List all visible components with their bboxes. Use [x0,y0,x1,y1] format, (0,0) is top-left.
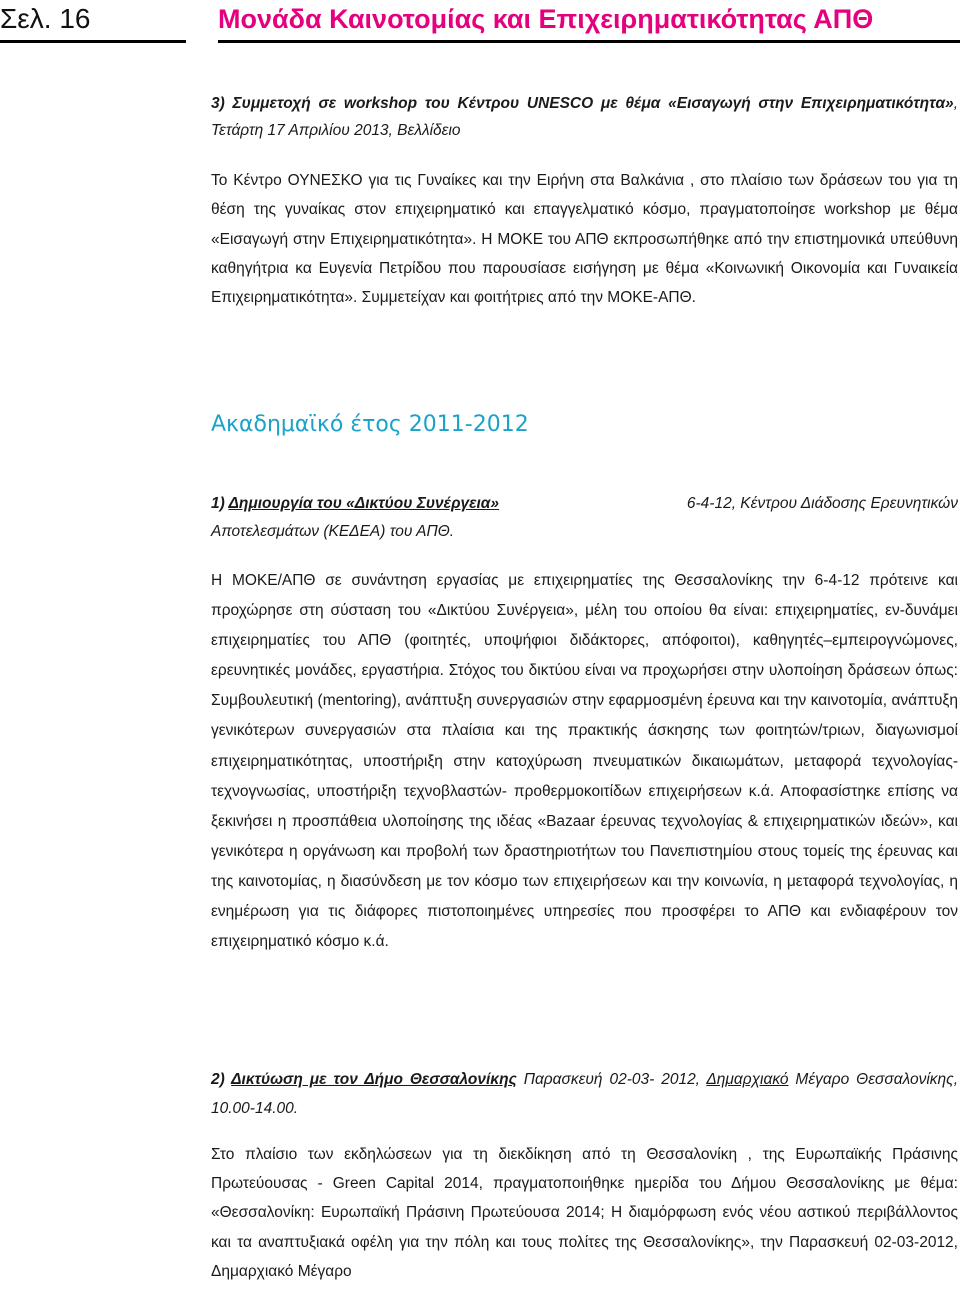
section2-place-underlined: Δημαρχιακό [706,1071,789,1088]
section2-date: Παρασκευή 02-03- 2012, [516,1071,707,1088]
section1-body: Η ΜΟΚΕ/ΑΠΘ σε συνάντηση εργασίας με επιχειρηματίες της Θεσσαλονίκης την 6-4-12 πρότεινε και προχώρησε στη σύσταση του «Δικτύου Συνέργεια», μέλη του οποίου θα είναι: επιχειρηματίες, εν-δυνάμει επιχειρηματίες του ΑΠΘ (φοιτητές, υποψήφιοι διδάκτορες, απόφοιτοι), καθηγητές–εμπειρογνώμονες, ερευνητικές μονάδες, εργαστήρια. Στόχος του δικτύου είναι να προχωρήσει στην υλοποίηση δράσεων όπως: Συμβουλευτική (mentoring), ανάπτυξη συνεργασιών στην εφαρμοσμένη έρευνα και την καινοτομία, ανάπτυξη γενικότερων συνεργασιών στα πλαίσια και της πρακτικής άσκησης των φοιτητών/τριων, διαγωνισμοί επιχειρηματικότητας, υποστήριξη στην κατοχύρωση πνευματικών δικαιωμάτων, μεταφορά τεχνολογίας-τεχνογνωσίας, υποστήριξη τεχνοβλαστών- προθερμοκοιτίδων επιχειρήσεων κ.ά. Αποφασίστηκε επίσης να ξεκινήσει η προσπάθεια υλοποίησης της ιδέας «Bazaar έρευνας τεχνολογίας & επιχειρηματικών ιδεών», και γενικότερα η οργάνωση και προβολή των δραστηριοτήτων του Πανεπιστημίου στους τομείς της έρευνας και της καινοτομίας, η διασύνδεση με τον κόσμο των επιχειρήσεων και την κοινωνία, η μεταφορά τεχνολογίας, η ενημέρωση για τις διάφορες πιστοποιημένες υπηρεσίες που προσφέρει το ΑΠΘ και ενδιαφέρουν τον επιχειρηματικό κόσμο κ.ά. [211,572,958,951]
section2-title: Δικτύωση με τον Δήμο Θεσσαλονίκης [231,1071,517,1088]
section3-body: Το Κέντρο ΟΥΝΕΣΚΟ για τις Γυναίκες και την Ειρήνη στα Βαλκάνια , στο πλαίσιο των δράσεων του για τη θέση της γυναίκας στον επιχειρηματικό και επαγγελματικό κόσμο, πραγματοποίησε workshop με θέμα «Εισαγωγή στην Επιχειρηματικότητα». Η ΜΟΚΕ του ΑΠΘ εκπροσωπήθηκε από την επιστημονικά υπεύθυνη καθηγήτρια κα Ευγενία Πετρίδου που παρουσίασε εισήγηση με θέμα «Κοινωνική Οικονομία και Γυναικεία Επιχειρηματικότητα». Συμμετείχαν και φοιτήτριες από την ΜΟΚΕ-ΑΠΘ. [211,172,958,307]
section3-heading [211,90,958,144]
section2-number: 2) [211,1071,232,1088]
section1-date-place: 6-4-12, Κέντρου Διάδοσης Ερευνητικών [686,495,958,512]
header-rule-left [0,40,186,43]
section1-place-cont: Αποτελεσμάτων (ΚΕΔΕΑ) του ΑΠΘ. [211,523,455,540]
page-header [0,0,960,44]
section1-heading [211,490,958,546]
section2-heading [211,1066,958,1123]
page-number: Σελ. 16 [0,3,91,34]
header-title: Μονάδα Καινοτομίας και Επιχειρηματικότητας ΑΠΘ [218,4,874,34]
section2-place: Μέγαρο Θεσσαλονίκης, 10.00-14.00. [211,1071,958,1117]
section2-body: Στο πλαίσιο των εκδηλώσεων για τη διεκδίκηση από τη Θεσσαλονίκη , της Ευρωπαϊκής Πράσινης Πρωτεύουσας - Green Capital 2014, πραγματοποιήθηκε ημερίδα του Δήμου Θεσσαλονίκης με θέμα: «Θεσσαλονίκη: Ευρωπαϊκή Πράσινη Πρωτεύουσα 2014; Η διαμόρφωση ενός νέου αστικού περιβάλλοντος και τα αναπτυξιακά οφέλη για την πόλη και τους πολίτες της Θεσσαλονίκης», την Παρασκευή 02-03-2012, Δημαρχιακό Μέγαρο [211,1146,958,1280]
section3-title: 3) Συμμετοχή σε workshop του Κέντρου UNESCO με θέμα «Εισαγωγή στην Επιχειρηματικότητα» [211,95,954,112]
header-rule-right [218,40,960,43]
section1-number: 1) [211,495,229,512]
section1-title: Δημιουργία του «Δικτύου Συνέργεια» [228,495,500,512]
academic-year-heading: Ακαδημαϊκό έτος 2011-2012 [211,412,529,437]
section3-date: , Τετάρτη 17 Απριλίου 2013, Βελλίδειο [211,95,958,139]
